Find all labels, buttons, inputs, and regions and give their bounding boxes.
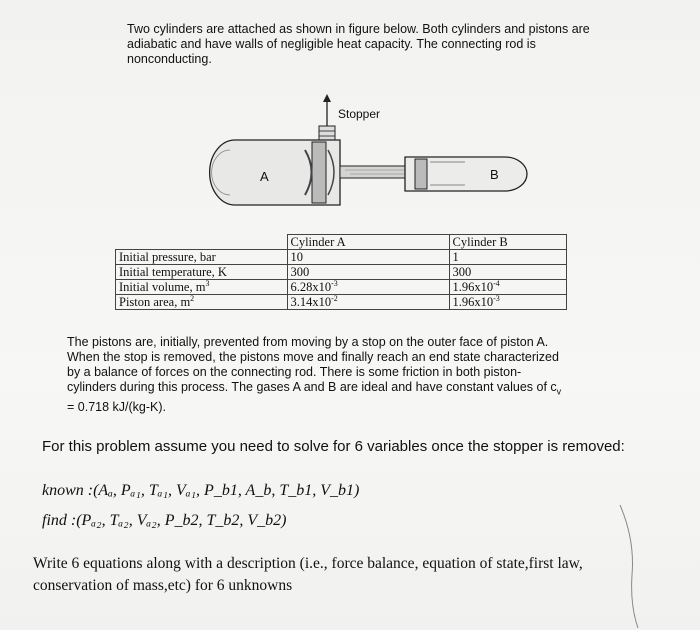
task-text (33, 553, 583, 597)
row-label: Initial volume, $m^3$ (116, 280, 288, 295)
label-a: A (260, 169, 269, 184)
stopper-block (319, 126, 335, 140)
paragraph-line: The pistons are, initially, prevented from moving by a stop on the outer face of piston A. (67, 335, 549, 349)
cell-b: $1.96x10^{-4}$ (449, 280, 566, 295)
table-header-cell: Cylinder A (287, 235, 449, 250)
cylinders-figure (200, 90, 540, 220)
row-label: Initial temperature, K (116, 265, 288, 280)
intro-paragraph (127, 22, 597, 67)
assumption-text: For this problem assume you need to solve for 6 variables once the stopper is removed: (42, 438, 625, 455)
table-row (116, 250, 567, 265)
paragraph-line: cylinders during this process. The gases A and B are ideal and have constant values of $c_v$ (67, 380, 562, 397)
table-row (116, 265, 567, 280)
intro-line: adiabatic and have walls of negligible heat capacity. The connecting rod is (127, 37, 536, 51)
cell-a: $6.28x10^{-3}$ (287, 280, 449, 295)
problem-paragraph (67, 335, 607, 415)
stopper-label: Stopper (338, 107, 381, 121)
table-header-row (116, 235, 567, 250)
known-variables: known :(Aₐ, Pₐ₁, Tₐ₁, Vₐ₁, P_b1, A_b, T_b1, V_b1) (42, 482, 360, 499)
table-header-cell (116, 235, 288, 250)
intro-line: nonconducting. (127, 52, 212, 66)
piston-b (415, 159, 427, 189)
find-variables: find :(Pₐ₂, Tₐ₂, Vₐ₂, P_b2, T_b2, V_b2) (42, 512, 287, 529)
task-line: conservation of mass,etc) for 6 unknowns (33, 577, 293, 594)
row-label: Piston area, $m^2$ (116, 295, 288, 310)
paragraph-line: = 0.718 kJ/(kg-K). (67, 399, 166, 414)
cell-b: 1 (449, 250, 566, 265)
cell-b: $1.96x10^{-3}$ (449, 295, 566, 310)
table-header-cell: Cylinder B (449, 235, 566, 250)
cell-a: 10 (287, 250, 449, 265)
stopper-arrowhead (323, 94, 331, 102)
label-b: B (490, 167, 499, 182)
table-row (116, 295, 567, 310)
table-row (116, 280, 567, 295)
cell-a: $3.14x10^{-2}$ (287, 295, 449, 310)
margin-curve-mark (600, 500, 650, 630)
piston-a (312, 142, 326, 203)
intro-line: Two cylinders are attached as shown in figure below. Both cylinders and pistons are (127, 22, 590, 36)
cell-a: 300 (287, 265, 449, 280)
paragraph-line: When the stop is removed, the pistons move and finally reach an end state characterized (67, 350, 559, 364)
connecting-rod (340, 166, 415, 178)
cell-b: 300 (449, 265, 566, 280)
task-line: Write 6 equations along with a description (i.e., force balance, equation of state,first law, (33, 555, 583, 572)
properties-table (115, 234, 567, 310)
row-label: Initial pressure, bar (116, 250, 288, 265)
paragraph-line: by a balance of forces on the connecting rod. There is some friction in both piston- (67, 365, 522, 379)
